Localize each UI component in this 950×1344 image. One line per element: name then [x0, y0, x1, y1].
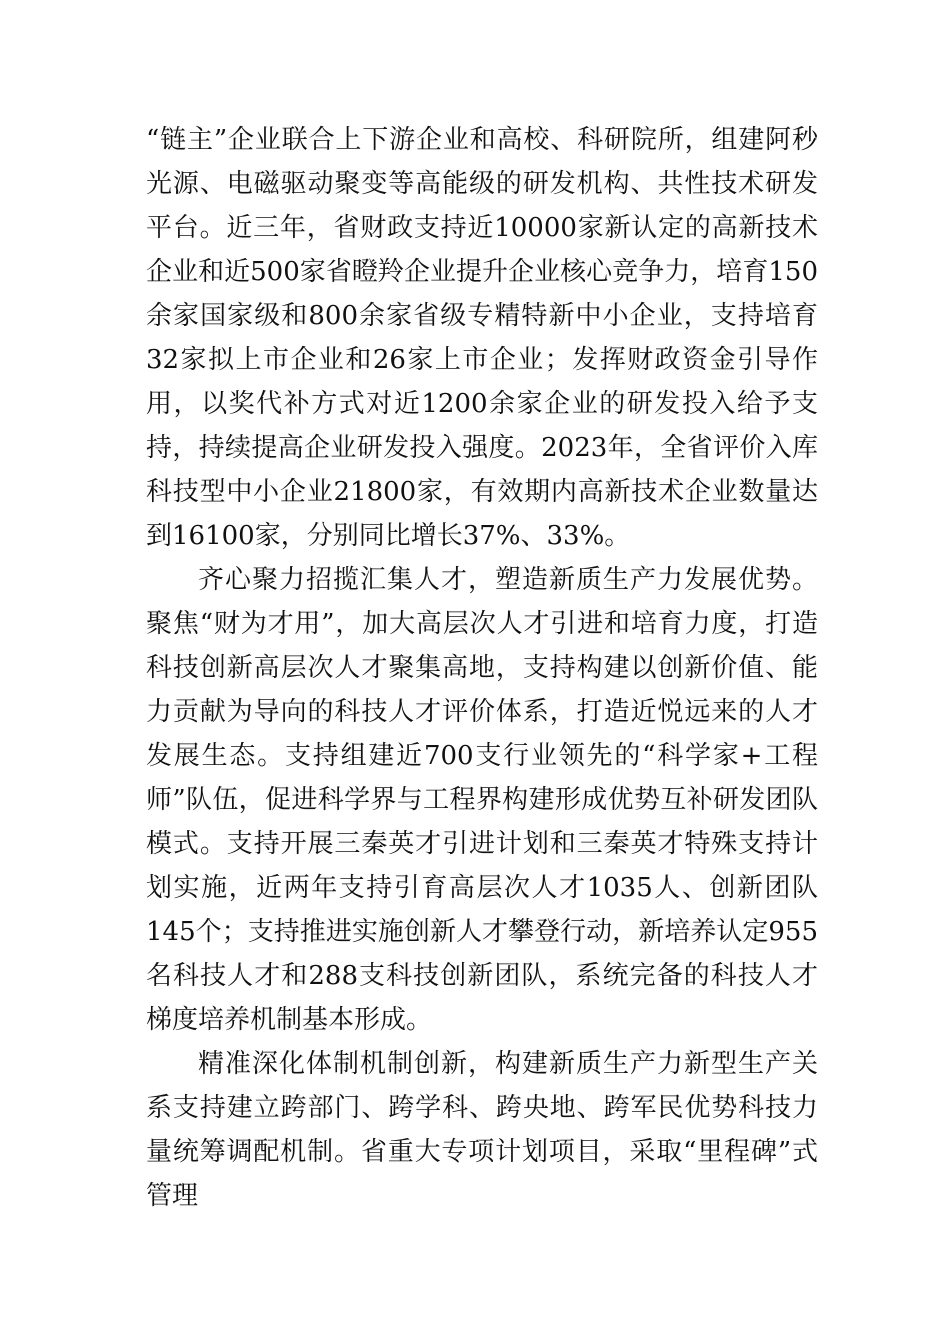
paragraph-enterprise-support: “链主”企业联合上下游企业和高校、科研院所，组建阿秒光源、电磁驱动聚变等高能级的研发机构、共性技术研发平台。近三年，省财政支持近10000家新认定的高新技术企业和近500家省瞪羚企业提升企业核心竞争力，培育150余家国家级和800余家省级专精特新中小企业，支持培育32家拟上市企业和26家上市企业；发挥财政资金引导作用，以奖代补方式对近1200余家企业的研发投入给予支持，持续提高企业研发投入强度。2023年，全省评价入库科技型中小企业21800家，有效期内高新技术企业数量达到16100家，分别同比增长37%、33%。	[146, 125, 818, 551]
paragraph-institutional-reform: 精准深化体制机制创新，构建新质生产力新型生产关系支持建立跨部门、跨学科、跨央地、跨军民优势科技力量统筹调配机制。省重大专项计划项目，采取“里程碑”式管理	[146, 1049, 818, 1211]
document-page	[146, 118, 818, 1218]
paragraph-talent: 齐心聚力招揽汇集人才，塑造新质生产力发展优势。聚焦“财为才用”，加大高层次人才引进和培育力度，打造科技创新高层次人才聚集高地，支持构建以创新价值、能力贡献为导向的科技人才评价体系，打造近悦远来的人才发展生态。支持组建近700支行业领先的“科学家+工程师”队伍，促进科学界与工程界构建形成优势互补研发团队模式。支持开展三秦英才引进计划和三秦英才特殊支持计划实施，近两年支持引育高层次人才1035人、创新团队145个；支持推进实施创新人才攀登行动，新培养认定955名科技人才和288支科技创新团队，系统完备的科技人才梯度培养机制基本形成。	[146, 565, 818, 1035]
